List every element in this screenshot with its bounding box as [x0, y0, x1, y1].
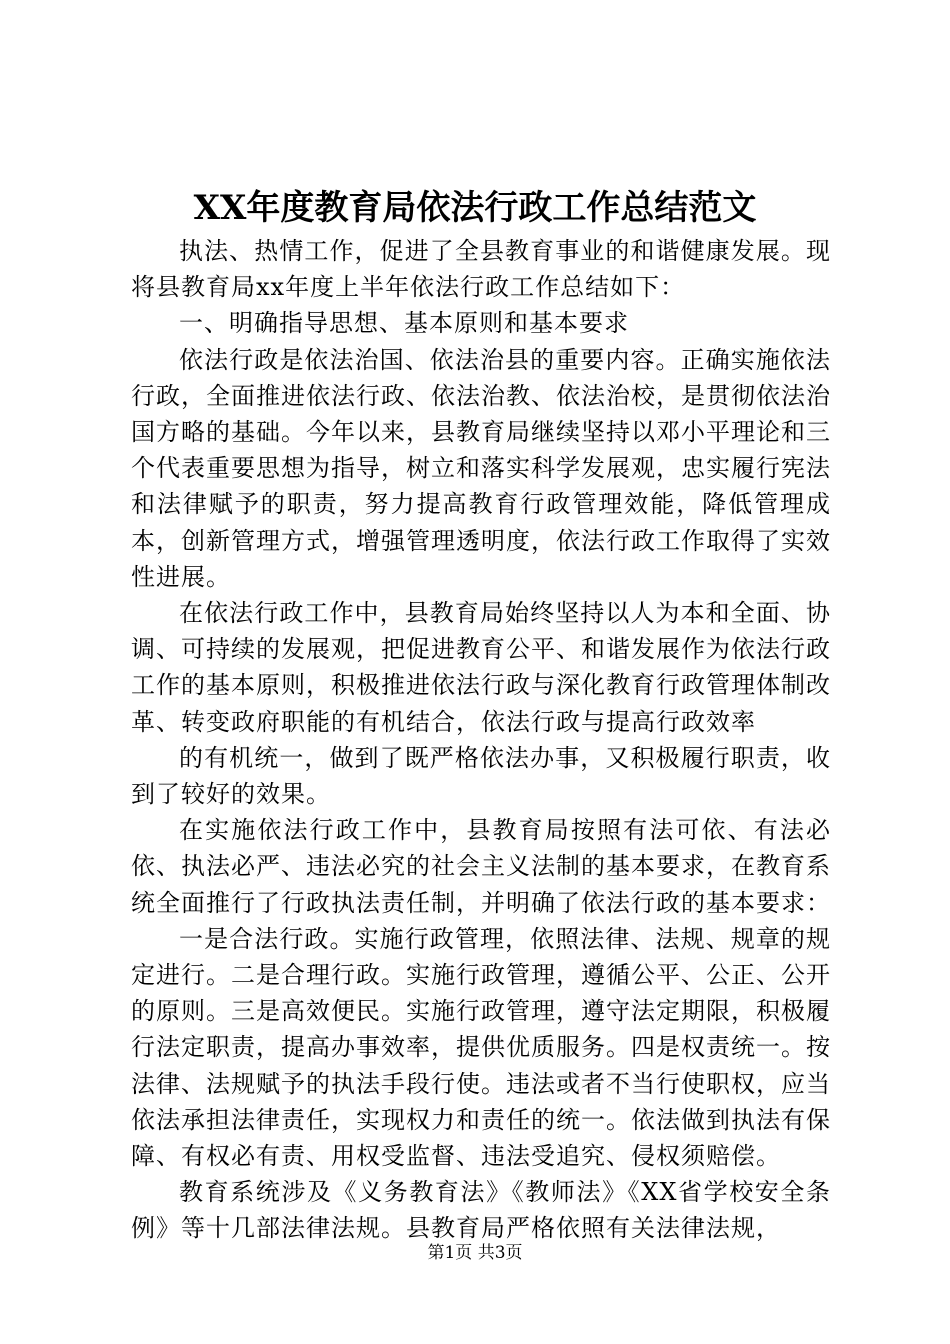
- paragraph: 的有机统一，做到了既严格依法办事，又积极履行职责，收到了较好的效果。: [131, 743, 831, 809]
- paragraph: 一是合法行政。实施行政管理，依照法律、法规、规章的规定进行。二是合理行政。实施行政管理，遵循公平、公正、公开的原则。三是高效便民。实施行政管理，遵守法定期限，积极履行法定职责，提高办事效率，提供优质服务。四是权责统一。按法律、法规赋予的执法手段行使。违法或者不当行使职权，应当依法承担法律责任，实现权力和责任的统一。依法做到执法有保障、有权必有责、用权受监督、违法受追究、侵权须赔偿。: [131, 924, 831, 1171]
- page-footer: 第1页 共3页: [427, 1243, 523, 1263]
- paragraph: 教育系统涉及《义务教育法》《教师法》《XX省学校安全条例》等十几部法律法规。县教育局严格依照有关法律法规，: [131, 1178, 831, 1243]
- section-heading: 一、明确指导思想、基本原则和基本要求: [179, 309, 629, 338]
- paragraph: 在依法行政工作中，县教育局始终坚持以人为本和全面、协调、可持续的发展观，把促进教育公平、和谐发展作为依法行政工作的基本原则，积极推进依法行政与深化教育行政管理体制改革、转变政府职能的有机结合，依法行政与提高行政效率: [131, 599, 831, 736]
- document-title: XX年度教育局依法行政工作总结范文: [193, 188, 757, 228]
- document-body: [131, 233, 831, 1247]
- paragraph: 执法、热情工作，促进了全县教育事业的和谐健康发展。现将县教育局xx年度上半年依法行政工作总结如下：: [131, 237, 831, 302]
- paragraph: 依法行政是依法治国、依法治县的重要内容。正确实施依法行政，全面推进依法行政、依法治教、依法治校，是贯彻依法治国方略的基础。今年以来，县教育局继续坚持以邓小平理论和三个代表重要思想为指导，树立和落实科学发展观，忠实履行宪法和法律赋予的职责，努力提高教育行政管理效能，降低管理成本，创新管理方式，增强管理透明度，依法行政工作取得了实效性进展。: [131, 345, 831, 591]
- paragraph: 在实施依法行政工作中，县教育局按照有法可依、有法必依、执法必严、违法必究的社会主义法制的基本要求，在教育系统全面推行了行政执法责任制，并明确了依法行政的基本要求：: [131, 816, 831, 917]
